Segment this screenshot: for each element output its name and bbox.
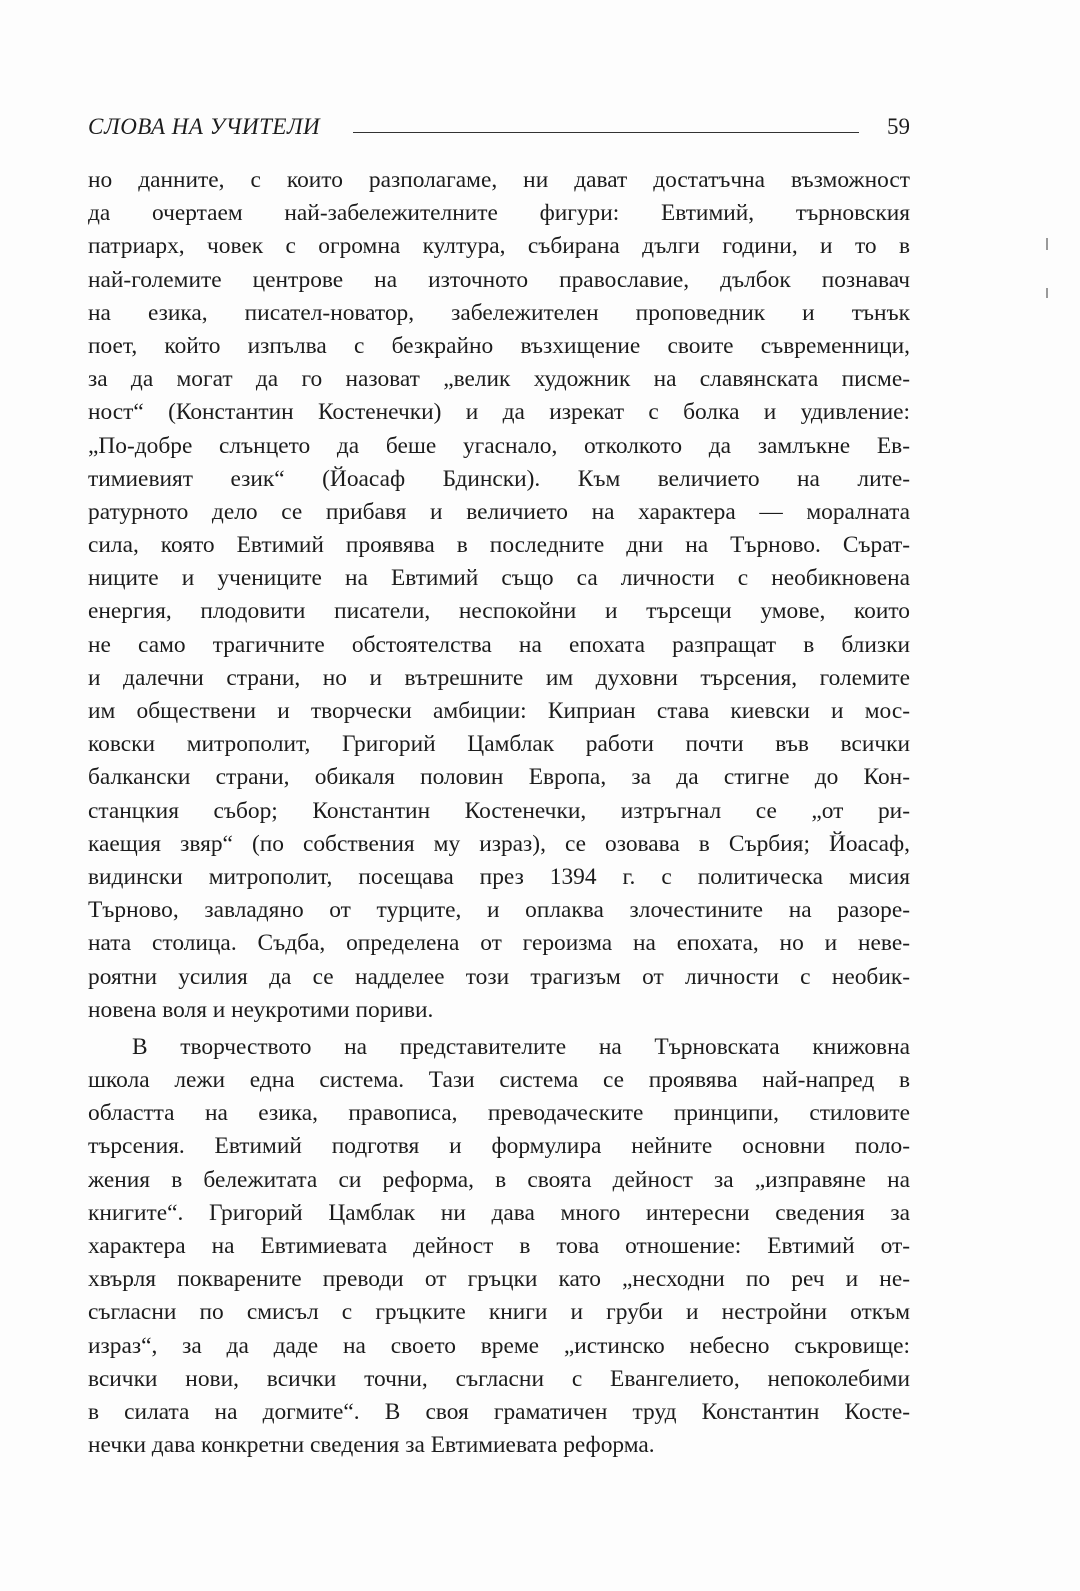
page-number: 59: [887, 114, 910, 139]
text-line: всички нови, всички точни, съгласни с Евангелието, непоколебими: [88, 1365, 910, 1392]
text-line: им обществени и творчески амбиции: Киприан става киевски и мос-: [88, 698, 910, 724]
text-line: търсения. Евтимий подготвя и формулира нейните основни поло-: [88, 1133, 910, 1160]
text-line: енергия, плодовити писатели, неспокойни и търсещи умове, които: [88, 598, 910, 625]
text-line: „По-добре слънцето да беше угаснало, отколкото да замлъкне Ев-: [88, 432, 910, 459]
margin-scan-mark: [1046, 288, 1048, 298]
text-line: сила, която Евтимий проявява в последните дни на Търново. Сърат-: [88, 532, 910, 559]
text-line: ност“ (Константин Костенечки) и да изрекат с болка и удивление:: [88, 399, 910, 426]
running-head: [88, 112, 910, 148]
text-line: поет, който изпълва с безкрайно възхищение своите съвременници,: [88, 332, 910, 359]
text-line: но данните, с които разполагаме, ни дават достатъчна възможност: [88, 167, 910, 193]
text-line: и далечни страни, но и вътрешните им духовни търсения, големите: [88, 664, 910, 691]
text-line: областта на езика, правописа, преводаческите принципи, стиловите: [88, 1100, 910, 1127]
text-line: на езика, писател-новатор, забележителен проповедник и тънък: [88, 299, 910, 326]
text-line: каещия звяр“ (по собствения му израз), се озовава в Сърбия; Йоасаф,: [88, 830, 910, 857]
text-line: роятни усилия да се надделее този трагизъм от личности с необик-: [88, 963, 910, 990]
text-line: да очертаем най-забележителните фигури: Евтимий, търновския: [88, 200, 910, 227]
running-head-title: СЛОВА НА УЧИТЕЛИ: [88, 114, 321, 139]
paragraph-1: [88, 164, 910, 1027]
text-line: новена воля и неукротими пориви.: [88, 996, 434, 1023]
text-line: за да могат да го назоват „велик художник на славянската писме-: [88, 366, 910, 393]
text-line: характера на Евтимиевата дейност в това отношение: Евтимий от-: [88, 1233, 910, 1259]
text-line: школа лежи една система. Тази система се проявява най-напред в: [88, 1067, 910, 1094]
text-line: тимиевият език“ (Йоасаф Бдински). Към величието на лите-: [88, 465, 910, 492]
text-line: патриарх, човек с огромна култура, събирана дълги години, и то в: [88, 233, 910, 260]
text-line: ниците и учениците на Евтимий също са личности с необикновена: [88, 565, 910, 592]
text-line: ковски митрополит, Григорий Цамблак работи почти във всички: [88, 731, 910, 758]
text-line: най-големите центрове на източното православие, дълбок познавач: [88, 266, 910, 293]
text-line: в силата на догмите“. В своя граматичен труд Константин Косте-: [88, 1398, 910, 1425]
text-line: Търново, завладяно от турците, и оплаква злочестините на разоре-: [88, 897, 910, 924]
text-line: видински митрополит, посещава през 1394 г. с политическа мисия: [88, 863, 910, 890]
text-line: книгите“. Григорий Цамблак ни дава много интересни сведения за: [88, 1199, 910, 1226]
text-line: нечки дава конкретни сведения за Евтимиевата реформа.: [88, 1432, 655, 1459]
text-line: В творчеството на представителите на Търновската книжовна: [132, 1033, 910, 1060]
text-line: хвърля покварените преводи от гръцки като „несходни по реч и не-: [88, 1266, 910, 1293]
text-line: не само трагичните обстоятелства на епохата разпращат в близки: [88, 631, 910, 658]
text-line: ната столица. Съдба, определена от героизма на епохата, но и неве-: [88, 930, 910, 957]
text-line: станцкия събор; Константин Костенечки, изтръгнал се „от ри-: [88, 797, 910, 824]
running-head-rule: [353, 132, 859, 133]
text-line: ратурното дело се прибавя и величието на характера — моралната: [88, 498, 910, 525]
body-text: [88, 164, 910, 1462]
text-line: жения в бележитата си реформа, в своята дейност за „изправяне на: [88, 1166, 910, 1193]
paragraph-2: [88, 1031, 910, 1462]
text-line: израз“, за да даде на своето време „истинско небесно съкровище:: [88, 1332, 910, 1359]
margin-scan-mark: [1046, 238, 1048, 250]
text-line: балкански страни, обикаля половин Европа, за да стигне до Кон-: [88, 764, 910, 791]
text-line: съгласни по смисъл с гръцките книги и груби и нестройни откъм: [88, 1299, 910, 1326]
